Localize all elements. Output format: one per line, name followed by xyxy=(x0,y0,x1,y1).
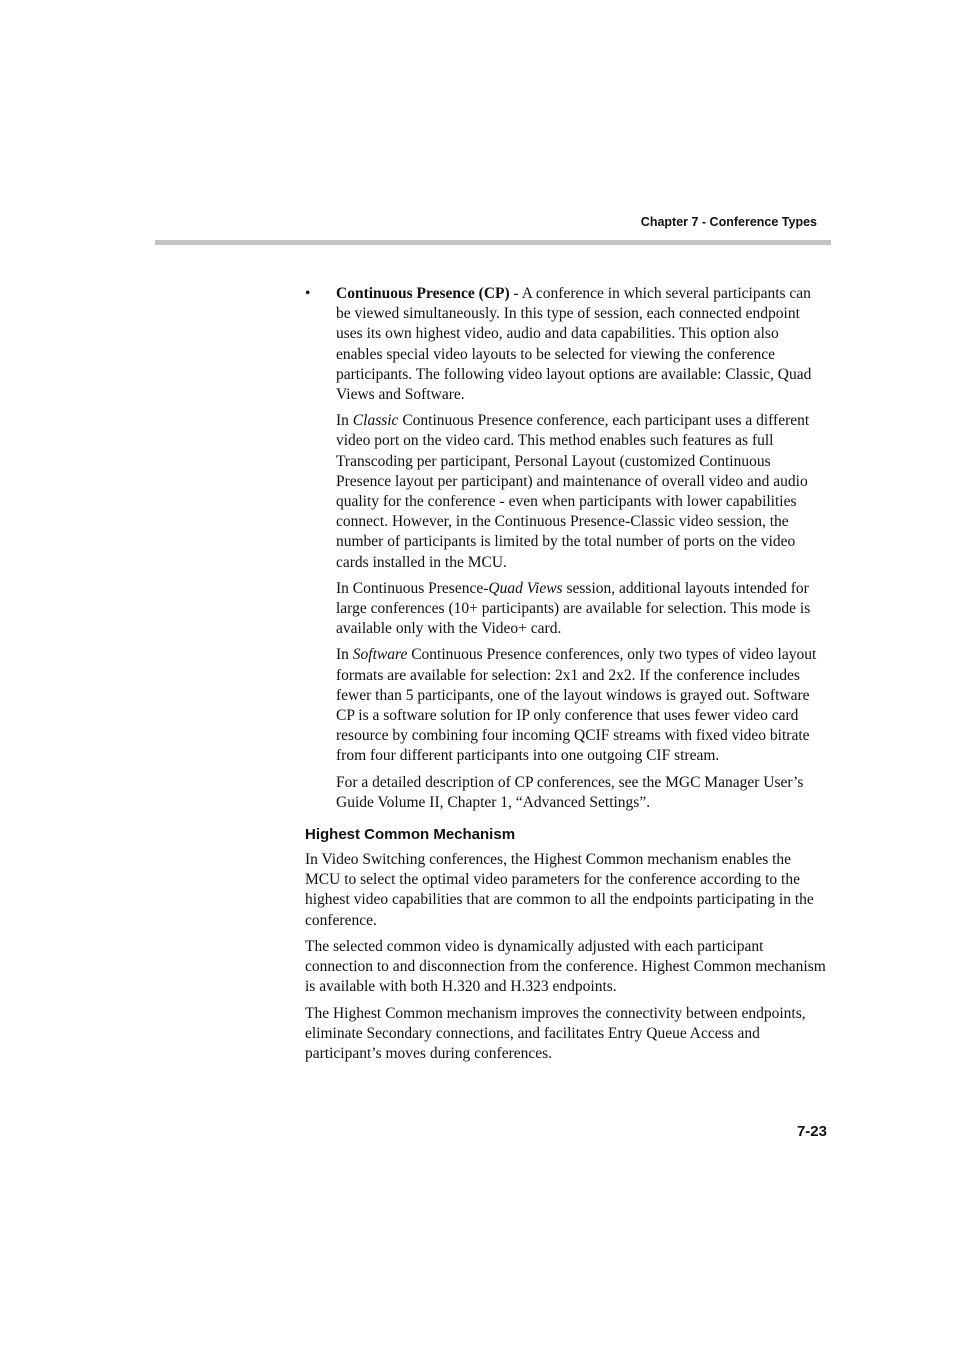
chapter-header: Chapter 7 - Conference Types xyxy=(640,215,817,229)
cp-term: Continuous Presence (CP) xyxy=(336,285,510,302)
quad-prefix: In Continuous Presence- xyxy=(336,579,489,597)
software-prefix: In xyxy=(336,646,353,664)
cp-intro-paragraph xyxy=(336,284,827,405)
reference-paragraph: For a detailed description of CP conferences, see the MGC Manager User’s Guide Volume II, Chapter 1, “Advanced Settings”. xyxy=(336,773,804,811)
section-paragraph-1: In Video Switching conferences, the Highest Common mechanism enables the MCU to select the optimal video parameters for the conference according to the highest video capabilities that are common to all the endpoints participating in the conference. xyxy=(305,851,814,929)
page-number: 7-23 xyxy=(796,1123,827,1140)
quad-views-text: session, additional layouts intended for large conferences (10+ participants) are available for selection. This mode is available only with the Video+ card. xyxy=(336,579,811,638)
cp-bullet-item xyxy=(305,284,827,813)
section-paragraph-3: The Highest Common mechanism improves the connectivity between endpoints, eliminate Secondary connections, and facilitates Entry Queue Access and participant’s moves during conferences. xyxy=(305,1004,806,1062)
cp-intro-text: - A conference in which several participants can be viewed simultaneously. In this type of session, each connected endpoint uses its own highest video, audio and data capabilities. This option also enables special video layouts to be selected for viewing the conference participants. The following video layout options are available: Classic, Quad Views and Software. xyxy=(336,285,812,404)
software-term: Software xyxy=(352,646,408,664)
page-content xyxy=(305,284,827,1070)
section-paragraph-2: The selected common video is dynamically adjusted with each participant connection to and disconnection from the conference. Highest Common mechanism is available with both H.320 and H.323 endpoints. xyxy=(305,937,826,996)
quad-views-paragraph xyxy=(336,579,827,640)
classic-text: Continuous Presence conference, each participant uses a different video port on the video card. This method enables such features as full Transcoding per participant, Personal Layout (customized Continuous Presence layout per participant) and maintenance of overall video and audio quality for the conference - even when participants with lower capabilities connect. However, in the Continuous Presence-Classic video session, the number of participants is limited by the total number of ports on the video cards installed in the MCU. xyxy=(336,412,810,571)
software-paragraph xyxy=(336,645,827,766)
classic-paragraph xyxy=(336,411,827,573)
software-text: Continuous Presence conferences, only two types of video layout formats are available for selection: 2x1 and 2x2. If the conference includes fewer than 5 participants, one of the layout windows is grayed out. Software CP is a software solution for IP only conference that uses fewer video card resource by combining four incoming QCIF streams with fixed video bitrate from four different participants into one outgoing CIF stream. xyxy=(336,646,817,765)
classic-prefix: In xyxy=(336,412,353,430)
classic-term: Classic xyxy=(352,412,399,430)
quad-views-term: Quad Views xyxy=(488,579,563,597)
section-heading: Highest Common Mechanism xyxy=(305,826,516,844)
header-rule xyxy=(155,240,831,245)
bullet-icon: • xyxy=(305,285,311,302)
